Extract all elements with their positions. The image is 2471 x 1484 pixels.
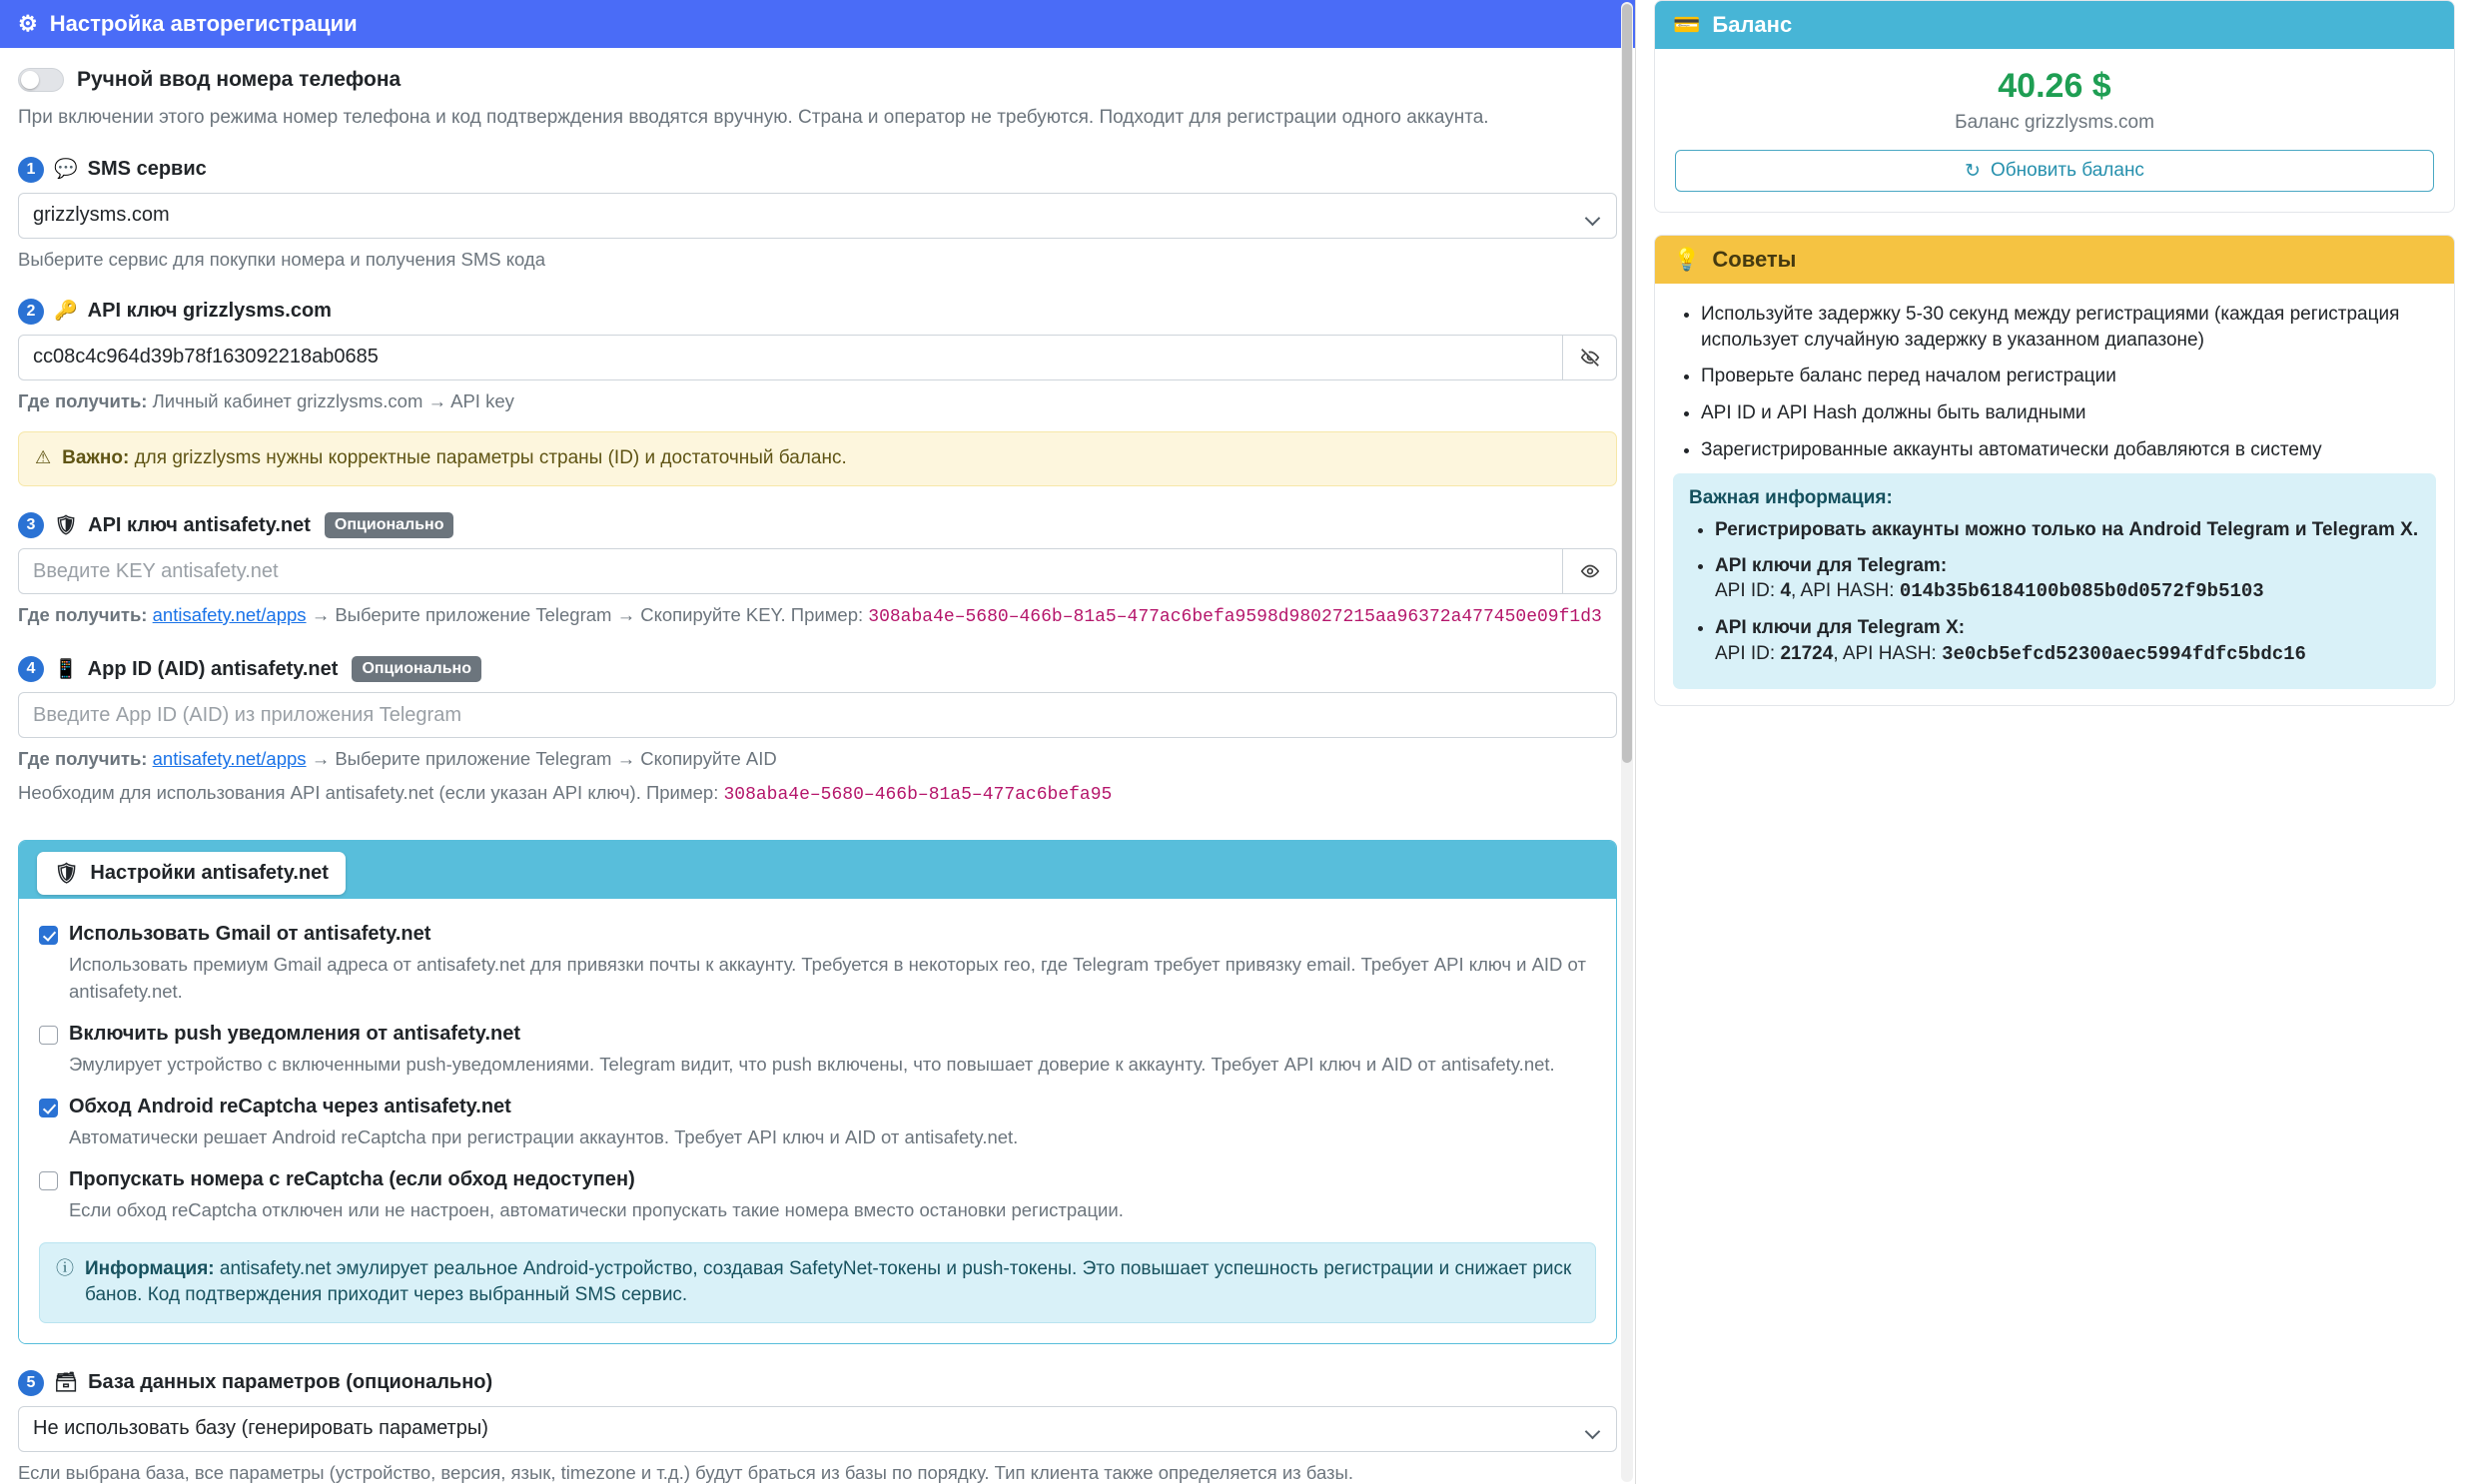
option-skip-recaptcha-label: Пропускать номера с reCaptcha (если обход недоступен) xyxy=(69,1168,635,1191)
important-info-box xyxy=(1673,473,2436,689)
bulb-icon: 💡 xyxy=(1673,247,1701,272)
option-gmail-label: Использовать Gmail от antisafety.net xyxy=(69,923,431,946)
step-3-number: 3 xyxy=(18,512,44,538)
antisafety-key-help-mid: → Выберите приложение Telegram → Скопируйте KEY. Пример: xyxy=(306,604,869,626)
grizzlysms-warning-text: для grizzlysms нужны корректные параметры страны (ID) и достаточный баланс. xyxy=(134,447,847,469)
wallet-icon: 💳 xyxy=(1673,12,1701,37)
tip-item: • API ID и API Hash должны быть валидными xyxy=(1701,400,2436,426)
important-info-item-bold: Регистрировать аккаунты можно только на Android Telegram и Telegram X. xyxy=(1715,519,2419,541)
step-5-number: 5 xyxy=(18,1370,44,1396)
option-recaptcha-checkbox[interactable] xyxy=(39,1099,58,1117)
important-info-item-bold: API ключи для Telegram X: xyxy=(1715,617,1966,639)
balance-card xyxy=(1654,0,2455,213)
sms-service-value: grizzlysms.com xyxy=(33,204,170,227)
antisafety-appid-help-line2: Необходим для использования API antisafety.net (если указан API ключ). Пример: xyxy=(18,782,724,804)
tips-card xyxy=(1654,235,2455,706)
telegramx-api-hash-prefix: , API HASH: xyxy=(1833,642,1943,664)
balance-subtitle: Баланс grizzlysms.com xyxy=(1955,112,2154,133)
option-recaptcha-label: Обход Android reCaptcha через antisafety.net xyxy=(69,1096,511,1118)
exclamation-icon: ⚠ xyxy=(35,447,52,468)
step-2-number: 2 xyxy=(18,299,44,325)
option-skip-recaptcha-checkbox[interactable] xyxy=(39,1171,58,1190)
step-1-title: SMS сервис xyxy=(87,158,207,181)
key-icon: 🔑 xyxy=(54,301,78,323)
grizzlysms-help-text: Личный кабинет grizzlysms.com → API key xyxy=(152,389,514,411)
tips-card-title: Советы xyxy=(1712,247,1797,272)
option-push-description: Эмулирует устройство с включенными push-уведомлениями. Telegram видит, что push включены, что повышает доверие к аккаунту. Требует API ключ и AID от antisafety.net. xyxy=(69,1053,1555,1075)
settings-card-title: Настройка авторегистрации xyxy=(49,11,358,36)
step-4-optional-badge: Опционально xyxy=(352,656,481,682)
step-2-title: API ключ grizzlysms.com xyxy=(87,300,332,323)
step-5-title: База данных параметров (опционально) xyxy=(88,1371,493,1394)
antisafety-appid-help-prefix: Где получить: xyxy=(18,748,148,770)
params-database-select[interactable] xyxy=(18,1406,1617,1452)
side-column xyxy=(1636,0,2471,1484)
telegramx-api-hash-value: 3e0cb5efcd52300aec5994fdfc5bdc16 xyxy=(1942,642,2306,665)
manual-phone-toggle-label: Ручной ввод номера телефона xyxy=(77,68,402,91)
balance-card-title: Баланс xyxy=(1712,12,1793,37)
option-recaptcha-row[interactable] xyxy=(39,1096,1596,1118)
grizzlysms-warning-alert xyxy=(18,431,1617,486)
page-scrollbar-thumb[interactable] xyxy=(1622,4,1632,763)
telegramx-api-id-prefix: API ID: xyxy=(1715,642,1781,664)
database-icon: 🗃 xyxy=(54,1372,79,1394)
telegram-api-hash-value: 014b35b6184100b085b0d0572f9b5103 xyxy=(1899,580,2264,603)
grizzlysms-api-key-value: cc08c4c964d39b78f163092218ab0685 xyxy=(33,346,379,369)
manual-phone-toggle-row[interactable] xyxy=(18,68,1617,92)
antisafety-key-help xyxy=(18,602,1617,630)
antisafety-appid-input[interactable] xyxy=(18,692,1617,738)
tips-list xyxy=(1673,302,2436,462)
params-database-help: Если выбрана база, все параметры (устройство, версия, язык, timezone и т.д.) будут браться из базы по порядку. Тип клиента также определяется из базы. xyxy=(18,1461,1353,1483)
antisafety-panel-tab-label: Настройки antisafety.net xyxy=(90,862,329,885)
telegram-api-id-value: 4 xyxy=(1780,580,1792,602)
telegram-api-hash-prefix: , API HASH: xyxy=(1791,580,1900,602)
step-2-label xyxy=(18,299,1617,325)
option-push-checkbox[interactable] xyxy=(39,1026,58,1045)
option-gmail-description: Использовать премиум Gmail адреса от antisafety.net для привязки почты к аккаунту. Требуется в некоторых гео, где Telegram требует привязку email. Требует API ключ и AID от antisafety.net. xyxy=(69,954,1586,1002)
option-recaptcha-description: Автоматически решает Android reCaptcha при регистрации аккаунтов. Требует API ключ и AID от antisafety.net. xyxy=(69,1126,1019,1148)
step-4-label xyxy=(18,656,1617,682)
step-3-title: API ключ antisafety.net xyxy=(88,513,311,536)
antisafety-info-alert xyxy=(39,1242,1596,1323)
settings-card-body xyxy=(0,48,1635,1484)
chat-icon: 💬 xyxy=(54,159,78,181)
grizzlysms-api-key-group xyxy=(18,335,1617,380)
grizzlysms-api-key-input[interactable] xyxy=(18,335,1563,380)
antisafety-key-placeholder: Введите KEY antisafety.net xyxy=(33,559,279,582)
grizzlysms-help-prefix: Где получить: xyxy=(18,389,148,411)
tip-item: • Проверьте баланс перед началом регистрации xyxy=(1701,364,2436,389)
antisafety-key-help-prefix: Где получить: xyxy=(18,604,148,626)
manual-phone-description: При включении этого режима номер телефона и код подтверждения вводятся вручную. Страна и оператор не требуются. Подходит для регистрации одного аккаунта. xyxy=(18,107,1489,128)
option-push-row[interactable] xyxy=(39,1023,1596,1046)
antisafety-info-text: antisafety.net эмулирует реальное Android-устройство, создавая SafetyNet-токены и push-токены. Это повышает успешность регистрации и снижает риск банов. Код подтверждения приходит через выбранный SMS сервис. xyxy=(85,1257,1572,1306)
antisafety-appid-help xyxy=(18,746,1617,772)
refresh-balance-button[interactable] xyxy=(1675,150,2434,192)
mobile-icon: 📱 xyxy=(54,658,78,680)
page-scrollbar[interactable] xyxy=(1621,2,1633,1482)
important-info-list xyxy=(1689,517,2420,667)
refresh-icon: ↻ xyxy=(1965,160,1981,182)
refresh-balance-label: Обновить баланс xyxy=(1990,160,2144,181)
antisafety-settings-panel xyxy=(18,840,1617,1344)
option-gmail-row[interactable] xyxy=(39,923,1596,946)
sms-service-select[interactable] xyxy=(18,193,1617,239)
tip-item: • Зарегистрированные аккаунты автоматически добавляются в систему xyxy=(1701,437,2436,463)
step-4-title: App ID (AID) antisafety.net xyxy=(87,657,339,680)
step-5-label xyxy=(18,1370,1617,1396)
sms-service-help: Выберите сервис для покупки номера и получения SMS кода xyxy=(18,248,545,270)
antisafety-key-group xyxy=(18,548,1617,594)
step-4-number: 4 xyxy=(18,656,44,682)
antisafety-key-input[interactable] xyxy=(18,548,1563,594)
tips-card-header xyxy=(1655,236,2454,284)
grizzlysms-api-key-help xyxy=(18,388,1617,414)
tips-card-body xyxy=(1655,284,2454,705)
step-3-label xyxy=(18,512,1617,538)
tip-item: • Используйте задержку 5-30 секунд между регистрациями (каждая регистрация использует случайную задержку в указанном диапазоне) xyxy=(1701,302,2436,353)
eye-icon[interactable] xyxy=(1563,548,1617,594)
important-info-item xyxy=(1715,517,2420,543)
important-info-item xyxy=(1715,553,2420,605)
antisafety-panel-body xyxy=(19,899,1616,1343)
shield-icon: 🛡 xyxy=(54,863,80,886)
antisafety-appid-help-2 xyxy=(18,780,1617,808)
option-skip-recaptcha-row[interactable] xyxy=(39,1168,1596,1191)
eye-off-icon[interactable] xyxy=(1563,335,1617,380)
important-info-title: Важная информация: xyxy=(1689,487,1893,509)
step-1-number: 1 xyxy=(18,157,44,183)
antisafety-appid-help-mid: → Выберите приложение Telegram → Скопируйте AID xyxy=(306,748,777,770)
antisafety-panel-header xyxy=(19,841,1616,899)
info-icon: ⓘ xyxy=(56,1257,74,1278)
antisafety-info-bold: Информация: xyxy=(85,1257,215,1279)
shield-icon: 🛡 xyxy=(54,514,79,536)
params-database-value: Не использовать базу (генерировать параметры) xyxy=(33,1417,488,1440)
antisafety-appid-placeholder: Введите App ID (AID) из приложения Telegram xyxy=(33,703,461,726)
option-push-label: Включить push уведомления от antisafety.net xyxy=(69,1022,521,1045)
important-info-item-bold: API ключи для Telegram: xyxy=(1715,554,1948,576)
balance-card-body xyxy=(1655,49,2454,212)
antisafety-panel-tab[interactable] xyxy=(37,852,346,895)
option-skip-recaptcha-description: Если обход reCaptcha отключен или не настроен, автоматически пропускать такие номера вместо остановки регистрации. xyxy=(69,1199,1124,1221)
balance-card-header xyxy=(1655,1,2454,49)
step-3-optional-badge: Опционально xyxy=(325,512,454,538)
settings-card-header xyxy=(0,0,1635,48)
balance-amount: 40.26 $ xyxy=(1998,67,2111,105)
manual-phone-toggle[interactable] xyxy=(18,68,64,92)
gear-icon: ⚙ xyxy=(18,11,38,36)
telegram-api-id-prefix: API ID: xyxy=(1715,580,1781,602)
telegramx-api-id-value: 21724 xyxy=(1780,642,1834,664)
option-gmail-checkbox[interactable] xyxy=(39,926,58,945)
antisafety-key-example: 308aba4e–5680–466b–81a5–477ac6befa9598d98027215aa96372a477450e09f1d3 xyxy=(868,607,1602,628)
antisafety-appid-example: 308aba4e–5680–466b–81a5–477ac6befa95 xyxy=(723,785,1113,806)
grizzlysms-warning-bold: Важно: xyxy=(62,447,130,469)
step-1-label xyxy=(18,157,1617,183)
antisafety-apps-link-2[interactable]: antisafety.net/apps xyxy=(152,748,307,770)
antisafety-apps-link-1[interactable]: antisafety.net/apps xyxy=(152,604,307,626)
important-info-item xyxy=(1715,615,2420,667)
